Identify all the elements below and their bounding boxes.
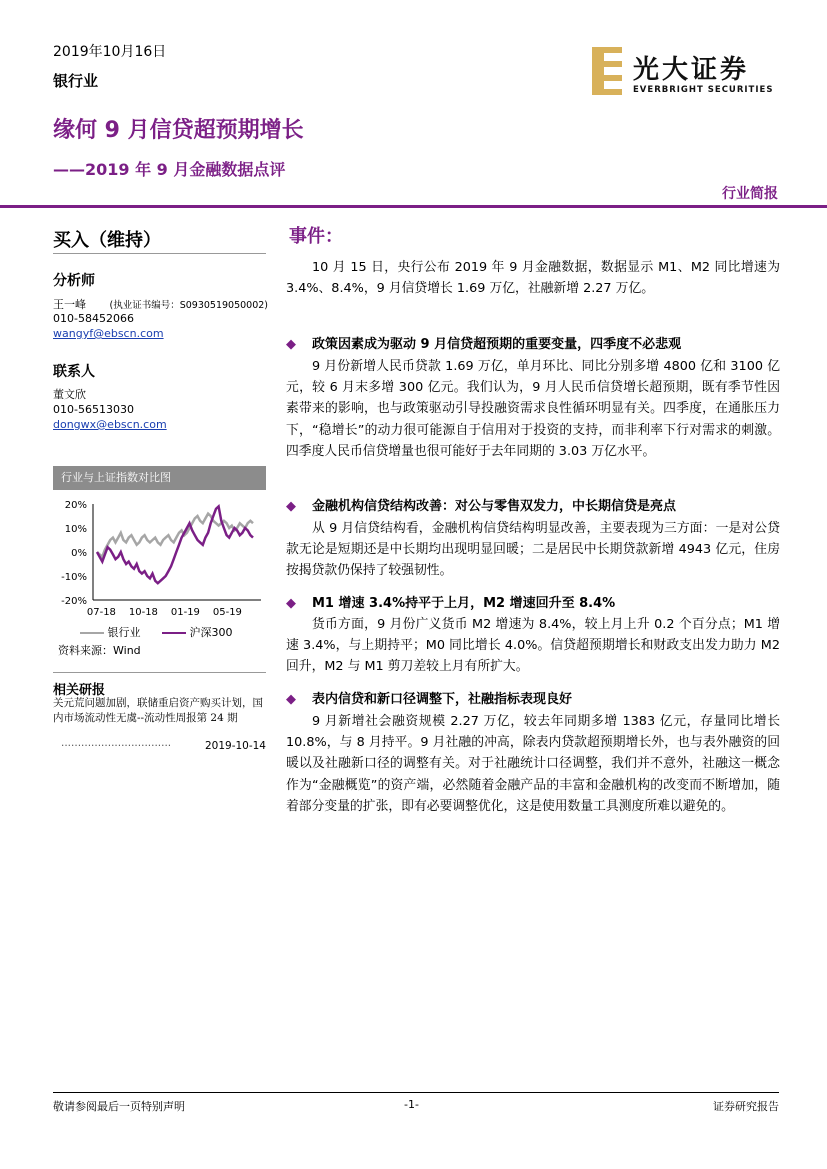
event-text: 10 月 15 日，央行公布 2019 年 9 月金融数据，数据显示 M1、M2 同比增速为 3.4%、8.4%，9 月信贷增长 1.69 万亿，社融新增 2.27 万亿。	[286, 260, 780, 297]
x-tick-label: 10-18	[128, 607, 158, 618]
section-3-text: 货币方面，9 月份广义货币 M2 增速为 8.4%，较上月上升 0.2 个百分点；M1 增速 3.4%，与上期持平；M0 同比增长 4.0%。信贷超预期增长和财政支出发力助力 M2 回升，M2 与 M1 剪刀差较上月有所扩大。	[286, 617, 780, 675]
footer-disclaimer: 敬请参阅最后一页特别声明	[53, 1100, 185, 1113]
diamond-bullet-icon: ◆	[286, 692, 296, 707]
y-tick-label: 20%	[64, 500, 87, 511]
sidebar-divider-2	[53, 672, 266, 673]
legend-swatch-bank	[80, 632, 104, 634]
section-3-title: M1 增速 3.4%持平于上月，M2 增速回升至 8.4%	[312, 596, 616, 611]
event-heading: 事件：	[289, 226, 343, 247]
diamond-bullet-icon: ◆	[286, 596, 296, 611]
report-date: 2019年10月16日	[53, 44, 167, 60]
chart-legend	[80, 624, 233, 640]
section-1-text: 9 月份新增人民币贷款 1.69 万亿，单月环比、同比分别多增 4800 亿和 3100 亿元，较 6 月末多增 300 亿元。我们认为，9 月人民币信贷增长超预期，既有季节性因素带来的影响，也与政策驱动引导投融资需求良性循环明显有关。四季度，在通胀压力下，“稳增长”的动力很可能源自于信用对于投资的支持，而非利率下行对需求的刺激。四季度人民币信贷增量也很可能好于去年同期的 3.03 万亿水平。	[286, 359, 780, 459]
contact-email-link[interactable]: dongwx@ebscn.com	[53, 418, 167, 431]
report-title: 缘何 9 月信贷超预期增长	[53, 118, 304, 143]
related-report-link[interactable]: 关元荒问题加剧，联储重启资产购买计划，国内市场流动性无虞--流动性周报第 24 期	[53, 697, 263, 724]
related-heading: 相关研报	[53, 683, 106, 698]
related-date: 2019-10-14	[204, 740, 266, 752]
company-logo	[592, 47, 782, 99]
y-tick-label: 10%	[64, 524, 87, 535]
logo-chinese: 光大证券	[633, 55, 750, 85]
section-3-paragraph	[286, 614, 780, 678]
diamond-bullet-icon: ◆	[286, 337, 296, 352]
legend-label-bank: 银行业	[107, 626, 141, 639]
analyst-heading: 分析师	[53, 273, 95, 289]
diamond-bullet-icon: ◆	[286, 499, 296, 514]
footer-divider	[53, 1092, 779, 1093]
section-2-text: 从 9 月信贷结构看，金融机构信贷结构明显改善，主要表现为三方面：一是对公贷款无论是短期还是中长期均出现明显回暖；二是居民中长期贷款新增 4943 亿元，住房按揭贷款仍保持了较强韧性。	[286, 521, 780, 579]
x-tick-label: 01-19	[170, 607, 200, 618]
contact-name: 董文欣	[53, 388, 86, 401]
section-2-heading	[286, 495, 780, 514]
section-4-paragraph	[286, 711, 780, 817]
section-1-paragraph	[286, 356, 780, 462]
rating: 买入（维持）	[53, 230, 161, 251]
y-tick-label: -20%	[61, 596, 87, 607]
logo-mark-icon	[592, 47, 626, 95]
analyst-cert: (执业证书编号：S0930519050002)	[109, 300, 269, 311]
header-divider	[0, 205, 827, 208]
y-tick-label: -10%	[61, 572, 87, 583]
report-subtitle: ——2019 年 9 月金融数据点评	[53, 160, 286, 179]
chart-title: 行业与上证指数对比图	[61, 471, 171, 484]
contact-phone: 010-56513030	[53, 403, 134, 416]
legend-label-csi300: 沪深300	[189, 626, 233, 639]
analyst-email-link[interactable]: wangyf@ebscn.com	[53, 327, 164, 340]
section-3-heading	[286, 592, 780, 611]
comparison-chart	[53, 490, 266, 622]
industry-label: 银行业	[53, 72, 99, 90]
doc-type-label: 行业简报	[722, 186, 778, 202]
analyst-name: 王一峰	[53, 298, 86, 311]
footer-report-type: 证券研究报告	[713, 1100, 779, 1113]
chart-title-bar	[53, 466, 266, 490]
section-4-heading	[286, 688, 780, 707]
y-tick-label: 0%	[71, 548, 87, 559]
page-number: -1-	[404, 1098, 419, 1111]
chart-source: 资料来源：Wind	[58, 644, 141, 657]
event-paragraph	[286, 257, 780, 299]
series-line-csi300	[97, 506, 253, 583]
sidebar-divider	[53, 253, 266, 254]
contact-heading: 联系人	[53, 364, 95, 380]
section-2-title: 金融机构信贷结构改善：对公与零售双发力，中长期信贷是亮点	[312, 499, 677, 514]
logo-english: EVERBRIGHT SECURITIES	[633, 85, 774, 95]
x-tick-label: 05-19	[212, 607, 242, 618]
section-2-paragraph	[286, 518, 780, 582]
section-4-text: 9 月新增社会融资规模 2.27 万亿，较去年同期多增 1383 亿元，存量同比增长 10.8%，与 8 月持平。9 月社融的冲高，除表内贷款超预期增长外，也与表外融资的回暖以及社融新口径的调整有关。对于社融统计口径调整，我们并不意外，社融这一概念作为“金融概览”的资产端，必然随着金融产品的丰富和金融机构的改变而不断增加，随着部分变量的扩张，即有必要调整优化，这是使用数量工具测度所难以避免的。	[286, 714, 780, 814]
legend-swatch-csi300	[162, 632, 186, 634]
section-1-heading	[286, 333, 780, 352]
related-dots: ·································	[61, 740, 172, 752]
x-tick-label: 07-18	[86, 607, 116, 618]
analyst-phone: 010-58452066	[53, 312, 134, 325]
analyst-line	[53, 296, 268, 312]
section-1-title: 政策因素成为驱动 9 月信贷超预期的重要变量，四季度不必悲观	[312, 337, 682, 352]
section-4-title: 表内信贷和新口径调整下，社融指标表现良好	[312, 692, 573, 707]
